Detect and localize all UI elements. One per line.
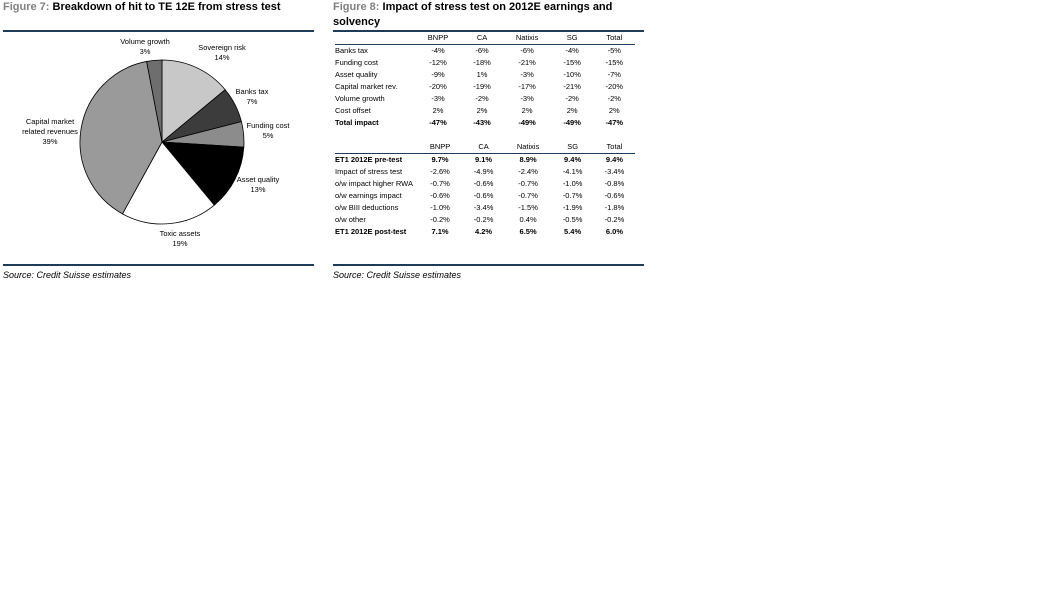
table-cell: -15% [605, 58, 624, 67]
column-header: SG [551, 32, 594, 45]
row-label: Capital market rev. [335, 82, 398, 91]
table-cell: 6.5% [519, 227, 537, 236]
table-cell: -0.7% [430, 179, 450, 188]
column-header: Total [594, 32, 635, 45]
figure7-bottom-rule [3, 264, 314, 266]
table-cell: -10% [563, 70, 581, 79]
table-cell: -0.6% [604, 191, 625, 200]
table-cell: 2% [432, 106, 444, 115]
table-cell: 1% [476, 70, 488, 79]
table-cell: 9.4% [605, 155, 624, 164]
table-cell: -20% [429, 82, 447, 91]
row-label: o/w BIII deductions [335, 203, 399, 212]
column-header: CA [461, 32, 504, 45]
pie-category-label: Capital market [25, 117, 75, 126]
figure7-top-rule [3, 30, 314, 32]
row-label: Impact of stress test [335, 167, 403, 176]
table-cell: -0.7% [562, 191, 583, 200]
table-cell: -9% [431, 70, 445, 79]
pie-category-label: Funding cost [246, 121, 290, 130]
table-cell: -17% [518, 82, 536, 91]
table-cell: 6.0% [605, 227, 624, 236]
table-cell: 9.4% [564, 155, 582, 164]
table-cell: -2% [607, 94, 621, 103]
table-cell: -3.4% [473, 203, 494, 212]
figure8-source: Source: Credit Suisse estimates [333, 270, 462, 280]
table-cell: -4.9% [473, 167, 494, 176]
table-cell: -0.6% [473, 179, 494, 188]
table-cell: -4.1% [562, 167, 583, 176]
row-label: Asset quality [335, 70, 378, 79]
table-row [335, 166, 635, 178]
figure7-title-text: Breakdown of hit to TE 12E from stress test [52, 1, 281, 13]
row-label: Banks tax [335, 46, 368, 55]
table-cell: -21% [518, 58, 536, 67]
row-label: Volume growth [335, 94, 385, 103]
table-row [335, 45, 635, 58]
table-row [335, 93, 635, 105]
table-cell: -0.5% [562, 215, 583, 224]
table-cell: 2% [521, 106, 533, 115]
table-cell: 4.2% [475, 227, 493, 236]
table-cell: -0.8% [604, 179, 625, 188]
pie-data-label: 5% [262, 131, 274, 140]
table-cell: 0.4% [519, 215, 537, 224]
figure8-title-line2: solvency [333, 16, 381, 28]
row-label: Funding cost [335, 58, 378, 67]
table-cell: -2.4% [518, 167, 538, 176]
table-row [335, 214, 635, 226]
pie-chart [0, 34, 314, 264]
row-label: Cost offset [335, 106, 371, 115]
table-row [335, 154, 635, 167]
table-cell: -43% [473, 118, 491, 127]
pie-category-label: Banks tax [235, 87, 269, 96]
solvency-impact-table [335, 141, 635, 238]
table-cell: -1.0% [562, 179, 583, 188]
table-cell: -0.2% [604, 215, 625, 224]
pie-data-label: 14% [214, 53, 230, 62]
column-header: CA [462, 141, 505, 154]
table-cell: -0.2% [430, 215, 450, 224]
column-header: SG [551, 141, 594, 154]
earnings-impact-table [335, 32, 635, 129]
table-row [335, 190, 635, 202]
table-cell: -0.7% [518, 191, 538, 200]
table-cell: -19% [473, 82, 491, 91]
pie-data-label: 3% [139, 47, 151, 56]
table-cell: -20% [605, 82, 624, 91]
table-row [335, 105, 635, 117]
row-label: Total impact [335, 118, 379, 127]
row-label: ET1 2012E post-test [335, 227, 407, 236]
table-cell: -21% [563, 82, 581, 91]
table-row [335, 81, 635, 93]
row-label: o/w earnings impact [335, 191, 402, 200]
pie-category-label: Toxic assets [159, 229, 201, 238]
table-cell: -1.0% [430, 203, 450, 212]
table-cell: 2% [608, 106, 620, 115]
column-header [335, 32, 415, 45]
table-cell: -4% [565, 46, 579, 55]
table-cell: -0.2% [473, 215, 494, 224]
table-cell: -0.6% [430, 191, 450, 200]
column-header: BNPP [415, 32, 460, 45]
table-cell: 9.1% [475, 155, 493, 164]
table-cell: -7% [607, 70, 621, 79]
table-cell: 8.9% [519, 155, 537, 164]
figure8-title-line1: Impact of stress test on 2012E earnings and [382, 1, 613, 13]
table-row [335, 202, 635, 214]
table-cell: -15% [563, 58, 581, 67]
table-cell: 2% [476, 106, 488, 115]
figure8-bottom-rule [333, 264, 644, 266]
pie-data-label: 39% [42, 137, 58, 146]
figure7-source: Source: Credit Suisse estimates [3, 270, 132, 280]
table-cell: -1.8% [604, 203, 625, 212]
table-cell: -0.6% [473, 191, 494, 200]
row-label: ET1 2012E pre-test [335, 155, 403, 164]
table-cell: -3% [431, 94, 445, 103]
table-cell: -3% [520, 94, 534, 103]
column-header: Natixis [504, 32, 551, 45]
table-cell: 7.1% [431, 227, 449, 236]
pie-data-label: 19% [172, 239, 188, 248]
table-cell: -49% [563, 118, 581, 127]
table-cell: -47% [429, 118, 447, 127]
table-cell: 2% [566, 106, 578, 115]
table-cell: -18% [473, 58, 491, 67]
table-row [335, 226, 635, 238]
figure7-title [3, 0, 281, 15]
column-header [335, 141, 418, 154]
pie-category-label: Asset quality [236, 175, 280, 184]
figure7-label: Figure 7: [3, 1, 50, 13]
table-cell: -5% [607, 46, 621, 55]
pie-data-label: 7% [246, 97, 258, 106]
table-cell: -49% [518, 118, 536, 127]
table-cell: -3% [520, 70, 534, 79]
table-row [335, 117, 635, 129]
table-cell: -3.4% [604, 167, 625, 176]
row-label: o/w other [335, 215, 366, 224]
table-header-row [335, 141, 635, 154]
figure8-label: Figure 8: [333, 1, 380, 13]
table-row [335, 57, 635, 69]
figure8-title [333, 0, 612, 30]
table-cell: -2% [565, 94, 579, 103]
table-cell: -47% [605, 118, 624, 127]
column-header: BNPP [418, 141, 462, 154]
table-cell: -1.9% [562, 203, 583, 212]
table-cell: 9.7% [431, 155, 449, 164]
table-cell: -6% [520, 46, 534, 55]
table-cell: -1.5% [518, 203, 538, 212]
table-cell: -6% [475, 46, 489, 55]
table-cell: -2.6% [430, 167, 450, 176]
table-cell: -0.7% [518, 179, 538, 188]
column-header: Total [594, 141, 635, 154]
table-header-row [335, 32, 635, 45]
table-row [335, 69, 635, 81]
table-row [335, 178, 635, 190]
pie-category-label: related revenues [22, 127, 78, 136]
pie-category-label: Volume growth [120, 37, 170, 46]
row-label: o/w impact higher RWA [335, 179, 413, 188]
table-cell: -2% [475, 94, 489, 103]
table-cell: 5.4% [564, 227, 582, 236]
table-cell: -4% [431, 46, 445, 55]
pie-data-label: 13% [250, 185, 266, 194]
table-cell: -12% [429, 58, 447, 67]
pie-category-label: Sovereign risk [198, 43, 246, 52]
column-header: Natixis [505, 141, 551, 154]
